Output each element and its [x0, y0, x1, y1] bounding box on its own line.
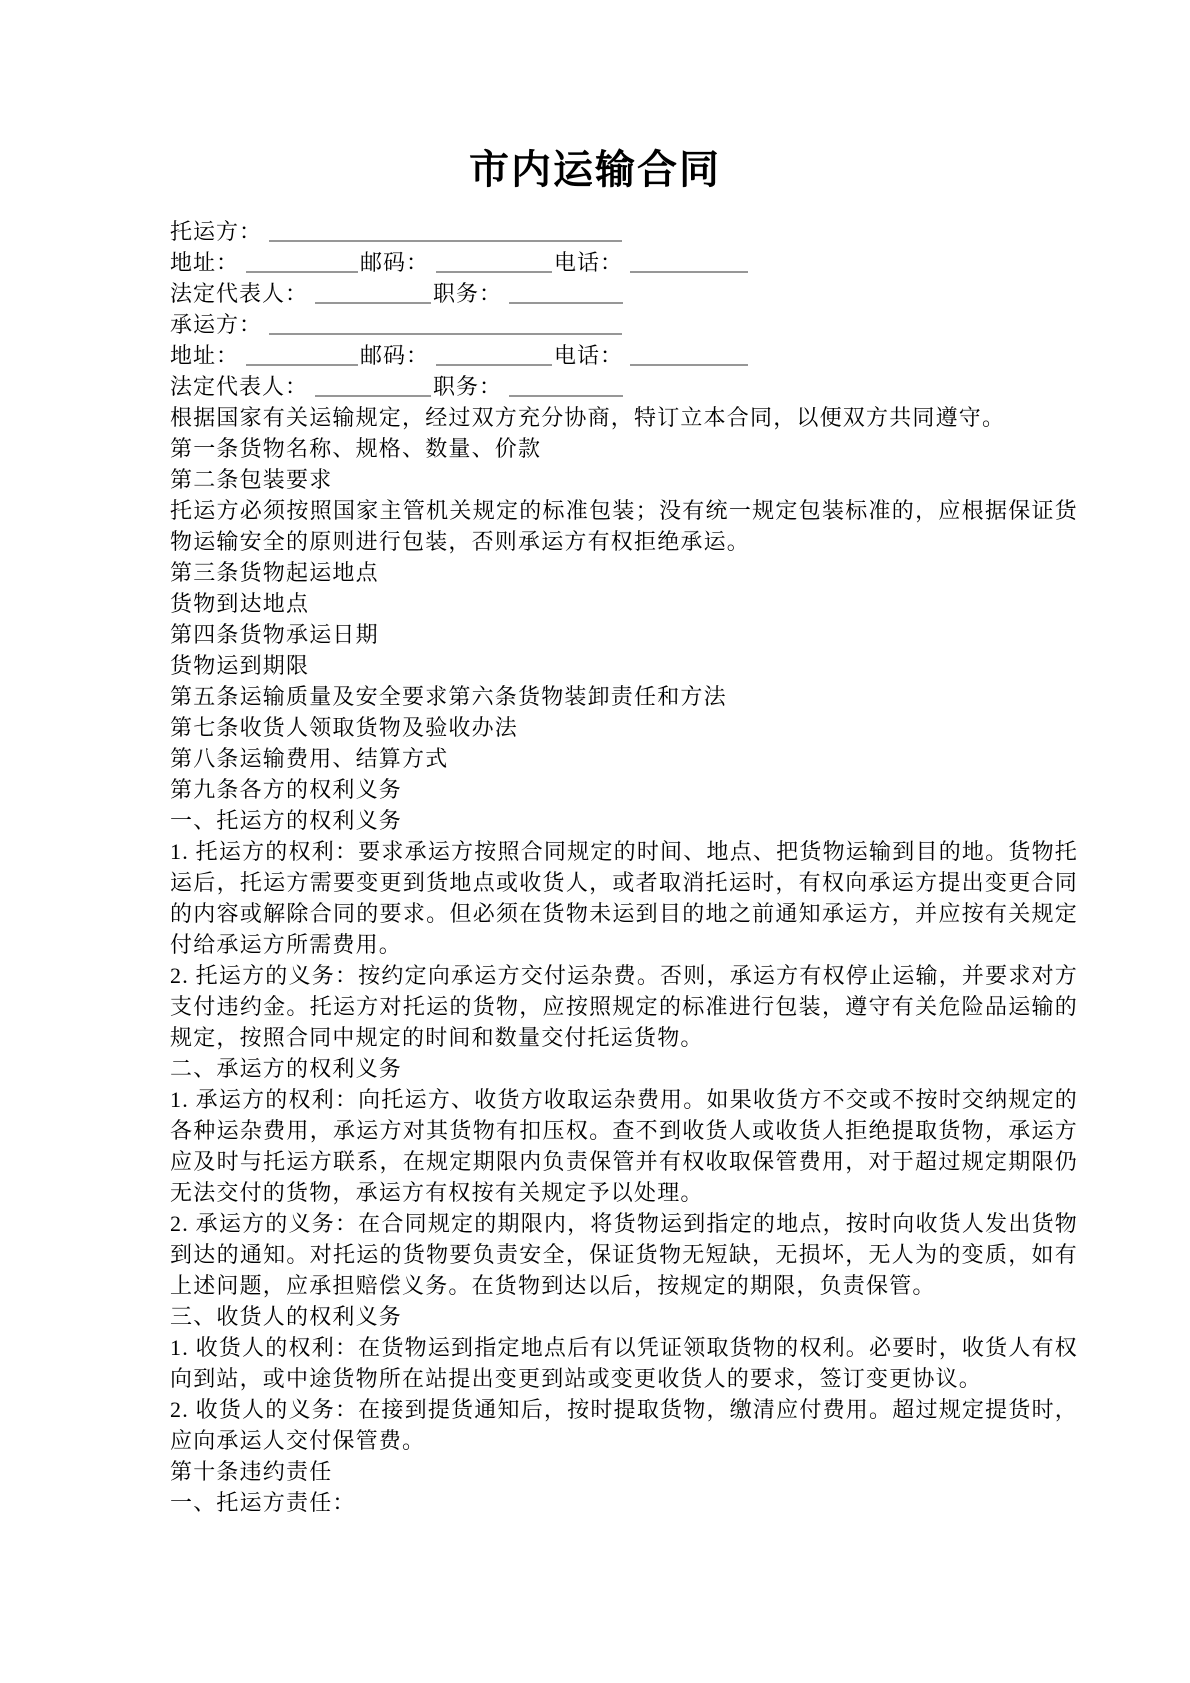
blank-underline: [315, 375, 431, 397]
field-label: 承运方：: [170, 312, 263, 337]
paragraph: 2. 托运方的义务：按约定向承运方交付运杂费。否则，承运方有权停止运输，并要求对方支付违约金。托运方对托运的货物，应按照规定的标准进行包装，遵守有关危险品运输的规定，按照合同中规定的时间和数量交付托运货物。: [170, 963, 1078, 1050]
blank-underline: [436, 251, 552, 273]
paragraph: 二、承运方的权利义务: [170, 1056, 403, 1081]
paragraph: 第十条违约责任: [170, 1459, 333, 1484]
paragraph: 货物到达地点: [170, 591, 310, 616]
blank-underline: [315, 282, 431, 304]
field-label: 邮码：: [360, 250, 430, 275]
form-row: [170, 371, 1078, 402]
blank-underline: [246, 251, 358, 273]
field-label: 法定代表人：: [170, 374, 309, 399]
contract-header-form: [170, 216, 1078, 402]
field-label: 职务：: [433, 374, 503, 399]
form-row: [170, 247, 1078, 278]
blank-underline: [509, 375, 623, 397]
blank-underline: [630, 344, 748, 366]
paragraph: 第九条各方的权利义务: [170, 777, 403, 802]
document-title: 市内运输合同: [469, 147, 721, 192]
paragraph: 第二条包装要求: [170, 467, 333, 492]
blank-underline: [630, 251, 748, 273]
field-label: 邮码：: [360, 343, 430, 368]
contract-clauses: [170, 402, 1078, 1518]
paragraph: 2. 承运方的义务：在合同规定的期限内，将货物运到指定的地点，按时向收货人发出货物到达的通知。对托运的货物要负责安全，保证货物无短缺，无损坏，无人为的变质，如有上述问题，应承担赔偿义务。在货物到达以后，按规定的期限，负责保管。: [170, 1211, 1078, 1298]
blank-underline: [436, 344, 552, 366]
field-label: 地址：: [170, 250, 240, 275]
paragraph: 第七条收货人领取货物及验收办法: [170, 715, 519, 740]
paragraph: 1. 承运方的权利：向托运方、收货方收取运杂费用。如果收货方不交或不按时交纳规定的各种运杂费用，承运方对其货物有扣压权。查不到收货人或收货人拒绝提取货物，承运方应及时与托运方联系，在规定期限内负责保管并有权收取保管费用，对于超过规定期限仍无法交付的货物，承运方有权按有关规定予以处理。: [170, 1087, 1078, 1205]
paragraph: 2. 收货人的义务：在接到提货通知后，按时提取货物，缴清应付费用。超过规定提货时，应向承运人交付保管费。: [170, 1397, 1078, 1453]
form-row: [170, 309, 1078, 340]
field-label: 职务：: [433, 281, 503, 306]
paragraph: 货物运到期限: [170, 653, 310, 678]
paragraph: 一、托运方的权利义务: [170, 808, 403, 833]
paragraph: 第三条货物起运地点: [170, 560, 379, 585]
paragraph: 三、收货人的权利义务: [170, 1304, 403, 1329]
field-label: 法定代表人：: [170, 281, 309, 306]
field-label: 托运方：: [170, 219, 263, 244]
paragraph: 第一条货物名称、规格、数量、价款: [170, 436, 542, 461]
paragraph: 一、托运方责任：: [170, 1490, 356, 1515]
paragraph: 第四条货物承运日期: [170, 622, 379, 647]
field-label: 地址：: [170, 343, 240, 368]
blank-underline: [269, 313, 622, 335]
paragraph: 第八条运输费用、结算方式: [170, 746, 449, 771]
paragraph: 1. 托运方的权利：要求承运方按照合同规定的时间、地点、把货物运输到目的地。货物托运后，托运方需要变更到货地点或收货人，或者取消托运时，有权向承运方提出变更合同的内容或解除合同的要求。但必须在货物未运到目的地之前通知承运方，并应按有关规定付给承运方所需费用。: [170, 839, 1078, 957]
paragraph: 第五条运输质量及安全要求第六条货物装卸责任和方法: [170, 684, 727, 709]
paragraph: 托运方必须按照国家主管机关规定的标准包装；没有统一规定包装标准的，应根据保证货物运输安全的原则进行包装，否则承运方有权拒绝承运。: [170, 498, 1078, 554]
form-row: [170, 278, 1078, 309]
form-row: [170, 340, 1078, 371]
blank-underline: [246, 344, 358, 366]
field-label: 电话：: [554, 250, 624, 275]
paragraph: 根据国家有关运输规定，经过双方充分协商，特订立本合同，以便双方共同遵守。: [170, 405, 1006, 430]
field-label: 电话：: [554, 343, 624, 368]
form-row: [170, 216, 1078, 247]
paragraph: 1. 收货人的权利：在货物运到指定地点后有以凭证领取货物的权利。必要时，收货人有权向到站，或中途货物所在站提出变更到站或变更收货人的要求，签订变更协议。: [170, 1335, 1078, 1391]
blank-underline: [509, 282, 623, 304]
document-body: [170, 216, 1078, 1518]
blank-underline: [269, 220, 622, 242]
